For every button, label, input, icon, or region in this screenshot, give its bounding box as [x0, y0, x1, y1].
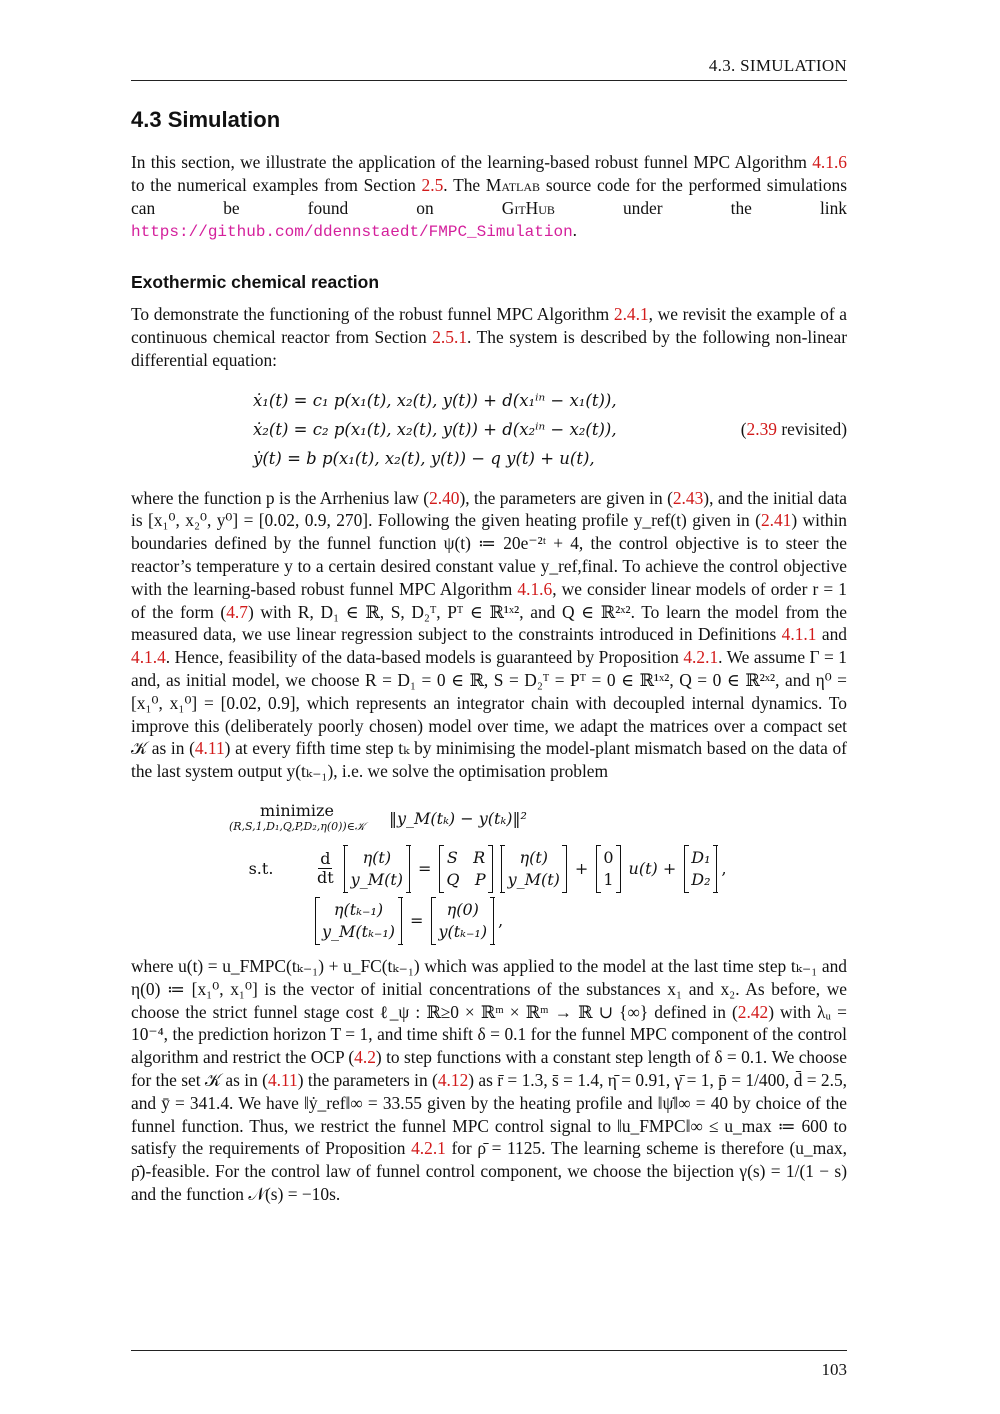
running-header [131, 56, 847, 81]
paragraph-1: To demonstrate the functioning of the robust funnel MPC Algorithm 2.4.1, we revisit the example of a continuous chemical reactor from Section 2.5.1. The system is described by the following non-linear differential equation: [131, 304, 848, 370]
ref-link[interactable]: 4.2.1 [411, 1138, 446, 1159]
ref-link[interactable]: 4.2 [354, 1047, 376, 1068]
constraint-row-1: s.t. $\frac{d}{dt}$ η(t) y_M(t) = S R Q P η(t) y_M(t) + 0 1 u(t) + D₁ D₂ , [211, 845, 847, 893]
equation-line-1: ẋ₁(t) = c₁ p(x₁(t), x₂(t), y(t)) + d(x₁ⁱⁿ − x₁(t)), [253, 390, 617, 410]
page-body [131, 56, 847, 1206]
paragraph-2: where the function p is the Arrhenius law (2.40), the parameters are given in (2.43), and the initial data is [x₁⁰, x₂⁰, y⁰] = [0.02, 0.9, 270]. Following the given heating profile y_ref(t) given in (2.41) within boundaries defined by the funnel function ψ(t) ≔ 20e⁻²ᵗ + 4, the control objective is to steer the reactor’s temperature y to a certain desired constant value y_ref,final. To achieve the control objective with the learning-based robust funnel MPC Algorithm 4.1.6, we consider linear models of order r = 1 of the form (4.7) with R, D₁ ∈ ℝ, S, D₂ᵀ, Pᵀ ∈ ℝ¹ˣ², and Q ∈ ℝ²ˣ². To learn the model from the measured data, we use linear regression subject to the constraints introduced in Definitions 4.1.1 and 4.1.4. Hence, feasibility of the data-based models is guaranteed by Proposition 4.2.1. We assume Γ = 1 and, as initial model, we choose R = D₁ = 0 ∈ ℝ, S = D₂ᵀ = Pᵀ = 0 ∈ ℝ¹ˣ², Q = 0 ∈ ℝ²ˣ², and η⁰ = [x₁⁰, x₁⁰] = [0.02, 0.9], which represents an integrator chain with decoupled internal dynamics. To improve this (deliberately poorly chosen) model over time, we adapt the matrices over a compact set 𝒦 as in (4.11) at every fifth time step tₖ by minimising the model-plant mismatch based on the data of the last system output y(tₖ₋₁), i.e. we solve the optimisation problem [131, 487, 848, 782]
ref-link[interactable]: 2.42 [737, 1001, 769, 1022]
ref-link[interactable]: 4.1.4 [131, 647, 166, 668]
equation-line-3: ẏ(t) = b p(x₁(t), x₂(t), y(t)) − q y(t) + u(t), [253, 448, 595, 468]
intro-paragraph: In this section, we illustrate the application of the learning-based robust funnel MPC Algorithm 4.1.6 to the numerical examples from Section 2.5. The Matlab source code for the performed simulations can be found on GitHub under the link https://github.com/ddennstaedt/FMPC_Simulation. [131, 152, 848, 242]
page-footer [131, 1350, 847, 1380]
ref-link[interactable]: 4.11 [267, 1069, 298, 1090]
section-title: 4.3 Simulation [131, 107, 281, 132]
equation-tag: (2.39 revisited) [740, 418, 847, 439]
equation-line-2: ẋ₂(t) = c₂ p(x₁(t), x₂(t), y(t)) + d(x₂ⁱⁿ − x₂(t)), [253, 419, 617, 439]
running-title: 4.3. SIMULATION [708, 56, 847, 75]
equation-block [131, 386, 847, 473]
optimization-problem [211, 801, 847, 945]
ref-link[interactable]: 4.1.6 [517, 578, 553, 599]
ref-link[interactable]: 4.1.6 [812, 152, 847, 172]
ref-link[interactable]: 4.1.1 [781, 624, 817, 645]
ref-link[interactable]: 2.4.1 [613, 304, 649, 325]
ref-link[interactable]: 4.12 [437, 1069, 469, 1090]
page-number: 103 [821, 1360, 847, 1379]
ref-link[interactable]: 2.41 [760, 510, 792, 531]
ref-link[interactable]: 4.2.1 [683, 647, 719, 668]
github-link[interactable]: https://github.com/ddennstaedt/FMPC_Simulation [131, 223, 573, 242]
ref-link[interactable]: 2.39 [746, 418, 777, 439]
ref-link[interactable]: 2.5 [421, 174, 444, 195]
objective-row: minimize (R,S,1,D₁,Q,P,D₂,η(0))∈𝒦 ‖y_M(tₖ) − y(tₖ)‖² [228, 800, 527, 833]
subsection-title: Exothermic chemical reaction [131, 272, 380, 293]
ref-link[interactable]: 4.11 [194, 738, 225, 759]
paragraph-3: where u(t) = u_FMPC(tₖ₋₁) + u_FC(tₖ₋₁) which was applied to the model at the last time step tₖ₋₁ and η(0) ≔ [x₁⁰, x₁⁰] is the vector of initial concentrations of the substances x₁ and x₂. As before, we choose the strict funnel stage cost ℓ_ψ : ℝ≥0 × ℝᵐ × ℝᵐ → ℝ ∪ {∞} defined in (2.42) with λᵤ = 10⁻⁴, the prediction horizon T = 1, and time shift δ = 0.1 for the funnel MPC component of the control algorithm and restrict the OCP (4.2) to step functions with a constant step length of δ = 0.1. We choose for the set 𝒦 as in (4.11) the parameters in (4.12) as r̄ = 1.3, s̄ = 1.4, η̄ = 0.91, γ̄ = 1, p̄ = 1/400, d̄ = 2.5, and ȳ = 341.4. We have ‖ẏ_ref‖∞ = 33.55 given by the heating profile and ‖ψ̇‖∞ = 40 by choice of the funnel function. Thus, we restrict the funnel MPC control signal to ‖u_FMPC‖∞ ≤ u_max ≔ 600 to satisfy the requirements of Proposition 4.2.1 for ρ̄ = 1125. The learning scheme is therefore (u_max, ρ̄)-feasible. For the control law of funnel control component, we choose the bijection γ(s) = 1/(1 − s) and the function 𝒩(s) = −10s. [131, 955, 847, 1204]
ref-link[interactable]: 4.7 [226, 601, 248, 622]
objective: ‖y_M(tₖ) − y(tₖ)‖² [389, 809, 527, 829]
ref-link[interactable]: 2.40 [429, 487, 460, 508]
constraint-row-2: η(tₖ₋₁) y_M(tₖ₋₁) = η(0) y(tₖ₋₁) , [211, 897, 847, 945]
ref-link[interactable]: 2.43 [672, 487, 704, 508]
ref-link[interactable]: 2.5.1 [432, 326, 468, 347]
